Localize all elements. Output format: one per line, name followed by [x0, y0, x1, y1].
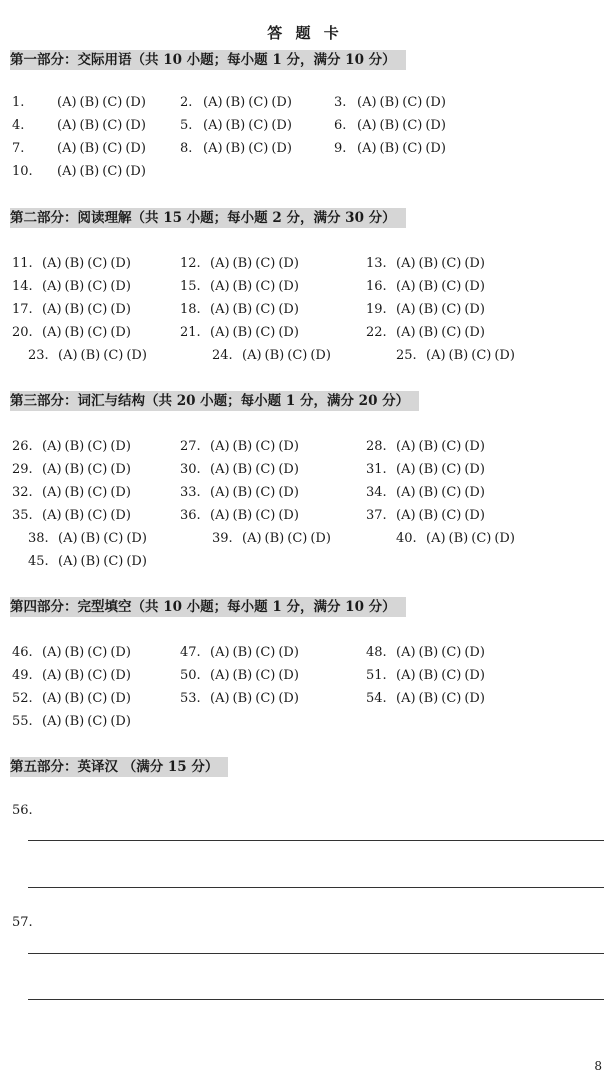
answer-row: 35. (A) (B) (C) (D) 36. (A) (B) (C) (D) 37. (A) (B) (C) (D): [0, 506, 610, 526]
option-b[interactable]: (B): [232, 325, 253, 340]
option-group[interactable]: [42, 462, 134, 477]
option-a[interactable]: (A): [396, 485, 416, 500]
option-group[interactable]: [396, 439, 488, 454]
option-group[interactable]: [210, 256, 302, 271]
option-a[interactable]: (A): [203, 95, 223, 110]
option-a[interactable]: (A): [242, 348, 262, 363]
option-b[interactable]: (B): [264, 531, 285, 546]
option-d[interactable]: (D): [464, 485, 485, 500]
option-a[interactable]: (A): [357, 118, 377, 133]
option-b[interactable]: (B): [64, 485, 85, 500]
answer-row: 38. (A) (B) (C) (D) 39. (A) (B) (C) (D) 40. (A) (B) (C) (D): [0, 529, 610, 549]
option-group[interactable]: [396, 462, 488, 477]
section-2-header: 第二部分：阅读理解（共 15 小题；每小题 2 分，满分 30 分）: [10, 208, 406, 228]
option-b[interactable]: (B): [225, 95, 246, 110]
option-a[interactable]: (A): [42, 508, 62, 523]
option-c[interactable]: (C): [87, 462, 108, 477]
option-group[interactable]: [242, 531, 334, 546]
option-b[interactable]: (B): [418, 508, 439, 523]
answer-row: 32. (A) (B) (C) (D) 33. (A) (B) (C) (D) 34. (A) (B) (C) (D): [0, 483, 610, 503]
option-d[interactable]: (D): [110, 485, 131, 500]
option-b[interactable]: (B): [232, 691, 253, 706]
option-d[interactable]: (D): [464, 302, 485, 317]
answer-row: 46. (A) (B) (C) (D) 47. (A) (B) (C) (D) 48. (A) (B) (C) (D): [0, 643, 610, 663]
option-b[interactable]: (B): [64, 302, 85, 317]
option-d[interactable]: (D): [278, 256, 299, 271]
option-group[interactable]: [396, 691, 488, 706]
option-d[interactable]: (D): [110, 462, 131, 477]
option-b[interactable]: (B): [379, 95, 400, 110]
answer-row: 1. (A) (B) (C) (D) 2. (A) (B) (C) (D) 3. (A) (B) (C) (D): [0, 93, 610, 113]
option-a[interactable]: (A): [42, 485, 62, 500]
option-group[interactable]: [396, 668, 488, 683]
option-a[interactable]: (A): [396, 256, 416, 271]
option-group[interactable]: [396, 645, 488, 660]
option-b[interactable]: (B): [379, 141, 400, 156]
option-d[interactable]: (D): [110, 691, 131, 706]
option-d[interactable]: (D): [110, 645, 131, 660]
option-a[interactable]: (A): [396, 439, 416, 454]
option-group[interactable]: [42, 256, 134, 271]
option-d[interactable]: (D): [425, 95, 446, 110]
option-a[interactable]: (A): [210, 645, 230, 660]
answer-row: 11. (A) (B) (C) (D) 12. (A) (B) (C) (D) 13. (A) (B) (C) (D): [0, 254, 610, 274]
option-c[interactable]: (C): [255, 256, 276, 271]
option-b[interactable]: (B): [418, 668, 439, 683]
option-c[interactable]: (C): [103, 554, 124, 569]
option-d[interactable]: (D): [110, 508, 131, 523]
option-b[interactable]: (B): [232, 439, 253, 454]
option-group[interactable]: [58, 348, 150, 363]
option-a[interactable]: (A): [58, 554, 78, 569]
option-group[interactable]: [58, 554, 150, 569]
option-d[interactable]: (D): [464, 279, 485, 294]
option-b[interactable]: (B): [232, 256, 253, 271]
option-group[interactable]: [42, 508, 134, 523]
option-c[interactable]: (C): [441, 508, 462, 523]
option-b[interactable]: (B): [418, 279, 439, 294]
option-group[interactable]: [396, 325, 488, 340]
option-b[interactable]: (B): [64, 668, 85, 683]
option-d[interactable]: (D): [126, 531, 147, 546]
option-c[interactable]: (C): [441, 645, 462, 660]
option-c[interactable]: (C): [87, 256, 108, 271]
option-c[interactable]: (C): [402, 95, 423, 110]
option-d[interactable]: (D): [494, 531, 515, 546]
option-c[interactable]: (C): [402, 141, 423, 156]
option-group[interactable]: [242, 348, 334, 363]
option-b[interactable]: (B): [379, 118, 400, 133]
option-d[interactable]: (D): [278, 325, 299, 340]
option-c[interactable]: (C): [255, 485, 276, 500]
option-group[interactable]: [426, 531, 518, 546]
option-c[interactable]: (C): [255, 508, 276, 523]
option-d[interactable]: (D): [110, 714, 131, 729]
option-group[interactable]: [42, 302, 134, 317]
option-group[interactable]: [210, 439, 302, 454]
option-group[interactable]: [42, 691, 134, 706]
option-a[interactable]: (A): [396, 279, 416, 294]
answer-line[interactable]: [28, 887, 604, 888]
answer-row: 23. (A) (B) (C) (D) 24. (A) (B) (C) (D) 25. (A) (B) (C) (D): [0, 346, 610, 366]
section-1-header: 第一部分：交际用语（共 10 小题；每小题 1 分，满分 10 分）: [10, 50, 406, 70]
answer-row: 55. (A) (B) (C) (D): [0, 712, 610, 732]
option-d[interactable]: (D): [464, 508, 485, 523]
answer-row: 4. (A) (B) (C) (D) 5. (A) (B) (C) (D) 6. (A) (B) (C) (D): [0, 116, 610, 136]
option-a[interactable]: (A): [210, 668, 230, 683]
option-b[interactable]: (B): [64, 279, 85, 294]
option-a[interactable]: (A): [203, 141, 223, 156]
option-a[interactable]: (A): [210, 279, 230, 294]
option-b[interactable]: (B): [418, 439, 439, 454]
option-c[interactable]: (C): [255, 302, 276, 317]
option-group[interactable]: [203, 141, 295, 156]
option-c[interactable]: (C): [102, 118, 123, 133]
option-c[interactable]: (C): [87, 714, 108, 729]
option-d[interactable]: (D): [425, 118, 446, 133]
option-a[interactable]: (A): [57, 95, 77, 110]
option-c[interactable]: (C): [87, 439, 108, 454]
option-d[interactable]: (D): [278, 279, 299, 294]
option-b[interactable]: (B): [418, 691, 439, 706]
option-a[interactable]: (A): [42, 714, 62, 729]
option-a[interactable]: (A): [58, 531, 78, 546]
option-a[interactable]: (A): [210, 691, 230, 706]
option-a[interactable]: (A): [210, 325, 230, 340]
option-d[interactable]: (D): [464, 439, 485, 454]
option-d[interactable]: (D): [425, 141, 446, 156]
section-4-header: 第四部分：完型填空（共 10 小题；每小题 1 分，满分 10 分）: [10, 597, 406, 617]
answer-row: 26. (A) (B) (C) (D) 27. (A) (B) (C) (D) 28. (A) (B) (C) (D): [0, 437, 610, 457]
option-d[interactable]: (D): [110, 325, 131, 340]
option-a[interactable]: (A): [210, 302, 230, 317]
option-b[interactable]: (B): [232, 485, 253, 500]
option-c[interactable]: (C): [441, 256, 462, 271]
option-d[interactable]: (D): [278, 302, 299, 317]
question-57-label: 57.: [12, 915, 33, 930]
option-a[interactable]: (A): [42, 256, 62, 271]
option-c[interactable]: (C): [471, 531, 492, 546]
option-d[interactable]: (D): [278, 645, 299, 660]
option-b[interactable]: (B): [225, 118, 246, 133]
page-number: 8: [594, 1059, 602, 1073]
option-group[interactable]: [210, 668, 302, 683]
option-b[interactable]: (B): [79, 95, 100, 110]
option-a[interactable]: (A): [57, 118, 77, 133]
option-b[interactable]: (B): [418, 325, 439, 340]
option-d[interactable]: (D): [310, 531, 331, 546]
option-a[interactable]: (A): [396, 691, 416, 706]
option-b[interactable]: (B): [264, 348, 285, 363]
option-group[interactable]: [210, 325, 302, 340]
answer-line[interactable]: [28, 840, 604, 841]
option-group[interactable]: [396, 302, 488, 317]
answer-row: 17. (A) (B) (C) (D) 18. (A) (B) (C) (D) 19. (A) (B) (C) (D): [0, 300, 610, 320]
option-a[interactable]: (A): [426, 348, 446, 363]
option-c[interactable]: (C): [255, 462, 276, 477]
section-3-header: 第三部分：词汇与结构（共 20 小题；每小题 1 分，满分 20 分）: [10, 391, 419, 411]
option-a[interactable]: (A): [42, 462, 62, 477]
option-b[interactable]: (B): [418, 256, 439, 271]
option-group[interactable]: [396, 256, 488, 271]
option-c[interactable]: (C): [471, 348, 492, 363]
option-a[interactable]: (A): [210, 462, 230, 477]
option-a[interactable]: (A): [42, 668, 62, 683]
option-c[interactable]: (C): [87, 645, 108, 660]
answer-row: 14. (A) (B) (C) (D) 15. (A) (B) (C) (D) 16. (A) (B) (C) (D): [0, 277, 610, 297]
option-b[interactable]: (B): [232, 645, 253, 660]
answer-line[interactable]: [28, 999, 604, 1000]
option-b[interactable]: (B): [79, 141, 100, 156]
option-c[interactable]: (C): [102, 164, 123, 179]
option-b[interactable]: (B): [64, 439, 85, 454]
option-d[interactable]: (D): [278, 668, 299, 683]
option-d[interactable]: (D): [464, 325, 485, 340]
option-b[interactable]: (B): [232, 462, 253, 477]
option-group[interactable]: [210, 485, 302, 500]
option-b[interactable]: (B): [64, 325, 85, 340]
option-d[interactable]: (D): [464, 691, 485, 706]
option-group[interactable]: [210, 302, 302, 317]
option-d[interactable]: (D): [278, 508, 299, 523]
option-a[interactable]: (A): [210, 439, 230, 454]
answer-row: 29. (A) (B) (C) (D) 30. (A) (B) (C) (D) 31. (A) (B) (C) (D): [0, 460, 610, 480]
option-b[interactable]: (B): [232, 302, 253, 317]
option-c[interactable]: (C): [87, 302, 108, 317]
option-b[interactable]: (B): [232, 279, 253, 294]
option-c[interactable]: (C): [102, 95, 123, 110]
option-c[interactable]: (C): [248, 118, 269, 133]
option-b[interactable]: (B): [232, 668, 253, 683]
option-group[interactable]: [42, 279, 134, 294]
option-group[interactable]: [396, 485, 488, 500]
option-c[interactable]: (C): [248, 95, 269, 110]
option-b[interactable]: (B): [418, 485, 439, 500]
option-group[interactable]: [396, 508, 488, 523]
page-title: 答 题 卡: [267, 24, 343, 42]
option-d[interactable]: (D): [125, 141, 146, 156]
option-d[interactable]: (D): [464, 256, 485, 271]
option-c[interactable]: (C): [87, 508, 108, 523]
option-group[interactable]: [357, 118, 449, 133]
option-c[interactable]: (C): [102, 141, 123, 156]
option-d[interactable]: (D): [110, 439, 131, 454]
option-c[interactable]: (C): [287, 531, 308, 546]
option-group[interactable]: [210, 645, 302, 660]
option-c[interactable]: (C): [441, 302, 462, 317]
option-b[interactable]: (B): [80, 531, 101, 546]
option-group[interactable]: [57, 141, 149, 156]
option-d[interactable]: (D): [464, 668, 485, 683]
option-b[interactable]: (B): [225, 141, 246, 156]
option-d[interactable]: (D): [110, 279, 131, 294]
option-a[interactable]: (A): [42, 302, 62, 317]
option-d[interactable]: (D): [125, 95, 146, 110]
answer-row: 7. (A) (B) (C) (D) 8. (A) (B) (C) (D) 9. (A) (B) (C) (D): [0, 139, 610, 159]
option-c[interactable]: (C): [103, 531, 124, 546]
option-b[interactable]: (B): [64, 256, 85, 271]
option-group[interactable]: [42, 485, 134, 500]
option-group[interactable]: [396, 279, 488, 294]
section-5-header: 第五部分：英译汉 （满分 15 分）: [10, 757, 228, 777]
option-group[interactable]: [357, 95, 449, 110]
answer-row: 20. (A) (B) (C) (D) 21. (A) (B) (C) (D) 22. (A) (B) (C) (D): [0, 323, 610, 343]
option-c[interactable]: (C): [287, 348, 308, 363]
option-a[interactable]: (A): [210, 485, 230, 500]
option-group[interactable]: [210, 279, 302, 294]
answer-row: 52. (A) (B) (C) (D) 53. (A) (B) (C) (D) 54. (A) (B) (C) (D): [0, 689, 610, 709]
option-group[interactable]: [210, 462, 302, 477]
option-c[interactable]: (C): [402, 118, 423, 133]
option-a[interactable]: (A): [210, 508, 230, 523]
option-c[interactable]: (C): [255, 279, 276, 294]
option-d[interactable]: (D): [278, 439, 299, 454]
option-d[interactable]: (D): [126, 348, 147, 363]
option-a[interactable]: (A): [57, 164, 77, 179]
option-d[interactable]: (D): [278, 691, 299, 706]
option-c[interactable]: (C): [441, 485, 462, 500]
option-b[interactable]: (B): [64, 508, 85, 523]
option-b[interactable]: (B): [64, 645, 85, 660]
option-group[interactable]: [203, 118, 295, 133]
option-c[interactable]: (C): [103, 348, 124, 363]
option-a[interactable]: (A): [58, 348, 78, 363]
question-56-label: 56.: [12, 803, 33, 818]
option-d[interactable]: (D): [464, 462, 485, 477]
option-a[interactable]: (A): [42, 645, 62, 660]
option-d[interactable]: (D): [494, 348, 515, 363]
answer-row: 49. (A) (B) (C) (D) 50. (A) (B) (C) (D) 51. (A) (B) (C) (D): [0, 666, 610, 686]
option-a[interactable]: (A): [242, 531, 262, 546]
option-c[interactable]: (C): [441, 325, 462, 340]
option-a[interactable]: (A): [57, 141, 77, 156]
option-group[interactable]: [210, 508, 302, 523]
option-group[interactable]: [426, 348, 518, 363]
option-b[interactable]: (B): [79, 164, 100, 179]
option-d[interactable]: (D): [271, 141, 292, 156]
option-group[interactable]: [42, 439, 134, 454]
option-a[interactable]: (A): [396, 302, 416, 317]
option-a[interactable]: (A): [203, 118, 223, 133]
option-group[interactable]: [203, 95, 295, 110]
option-group[interactable]: [42, 325, 134, 340]
option-a[interactable]: (A): [357, 141, 377, 156]
option-c[interactable]: (C): [441, 279, 462, 294]
option-b[interactable]: (B): [80, 554, 101, 569]
option-d[interactable]: (D): [110, 302, 131, 317]
answer-row: 10. (A) (B) (C) (D): [0, 162, 610, 182]
option-d[interactable]: (D): [271, 118, 292, 133]
option-group[interactable]: [210, 691, 302, 706]
option-a[interactable]: (A): [357, 95, 377, 110]
option-c[interactable]: (C): [255, 439, 276, 454]
option-c[interactable]: (C): [87, 485, 108, 500]
option-b[interactable]: (B): [418, 462, 439, 477]
option-group[interactable]: [42, 714, 134, 729]
option-d[interactable]: (D): [110, 668, 131, 683]
option-a[interactable]: (A): [426, 531, 446, 546]
option-a[interactable]: (A): [396, 508, 416, 523]
option-d[interactable]: (D): [125, 164, 146, 179]
option-c[interactable]: (C): [87, 691, 108, 706]
option-d[interactable]: (D): [278, 462, 299, 477]
option-b[interactable]: (B): [79, 118, 100, 133]
option-b[interactable]: (B): [64, 714, 85, 729]
option-d[interactable]: (D): [125, 118, 146, 133]
option-c[interactable]: (C): [255, 691, 276, 706]
option-a[interactable]: (A): [396, 668, 416, 683]
option-a[interactable]: (A): [42, 325, 62, 340]
option-b[interactable]: (B): [64, 462, 85, 477]
option-c[interactable]: (C): [255, 325, 276, 340]
option-a[interactable]: (A): [210, 256, 230, 271]
option-a[interactable]: (A): [42, 691, 62, 706]
option-c[interactable]: (C): [255, 645, 276, 660]
option-group[interactable]: [57, 118, 149, 133]
answer-line[interactable]: [28, 953, 604, 954]
option-c[interactable]: (C): [441, 691, 462, 706]
option-a[interactable]: (A): [42, 279, 62, 294]
option-d[interactable]: (D): [310, 348, 331, 363]
option-d[interactable]: (D): [126, 554, 147, 569]
option-a[interactable]: (A): [396, 325, 416, 340]
option-group[interactable]: [42, 645, 134, 660]
option-c[interactable]: (C): [87, 279, 108, 294]
option-c[interactable]: (C): [87, 668, 108, 683]
option-c[interactable]: (C): [255, 668, 276, 683]
option-c[interactable]: (C): [87, 325, 108, 340]
option-b[interactable]: (B): [448, 531, 469, 546]
answer-row: 45. (A) (B) (C) (D): [0, 552, 610, 572]
option-a[interactable]: (A): [42, 439, 62, 454]
option-group[interactable]: [42, 668, 134, 683]
option-b[interactable]: (B): [80, 348, 101, 363]
option-d[interactable]: (D): [464, 645, 485, 660]
option-group[interactable]: [57, 164, 149, 179]
option-a[interactable]: (A): [396, 645, 416, 660]
option-b[interactable]: (B): [418, 302, 439, 317]
option-d[interactable]: (D): [110, 256, 131, 271]
option-c[interactable]: (C): [441, 462, 462, 477]
option-c[interactable]: (C): [441, 668, 462, 683]
option-d[interactable]: (D): [271, 95, 292, 110]
option-c[interactable]: (C): [248, 141, 269, 156]
option-b[interactable]: (B): [448, 348, 469, 363]
option-group[interactable]: [58, 531, 150, 546]
option-c[interactable]: (C): [441, 439, 462, 454]
option-b[interactable]: (B): [232, 508, 253, 523]
option-b[interactable]: (B): [64, 691, 85, 706]
option-d[interactable]: (D): [278, 485, 299, 500]
option-b[interactable]: (B): [418, 645, 439, 660]
option-group[interactable]: [57, 95, 149, 110]
option-a[interactable]: (A): [396, 462, 416, 477]
option-group[interactable]: [357, 141, 449, 156]
